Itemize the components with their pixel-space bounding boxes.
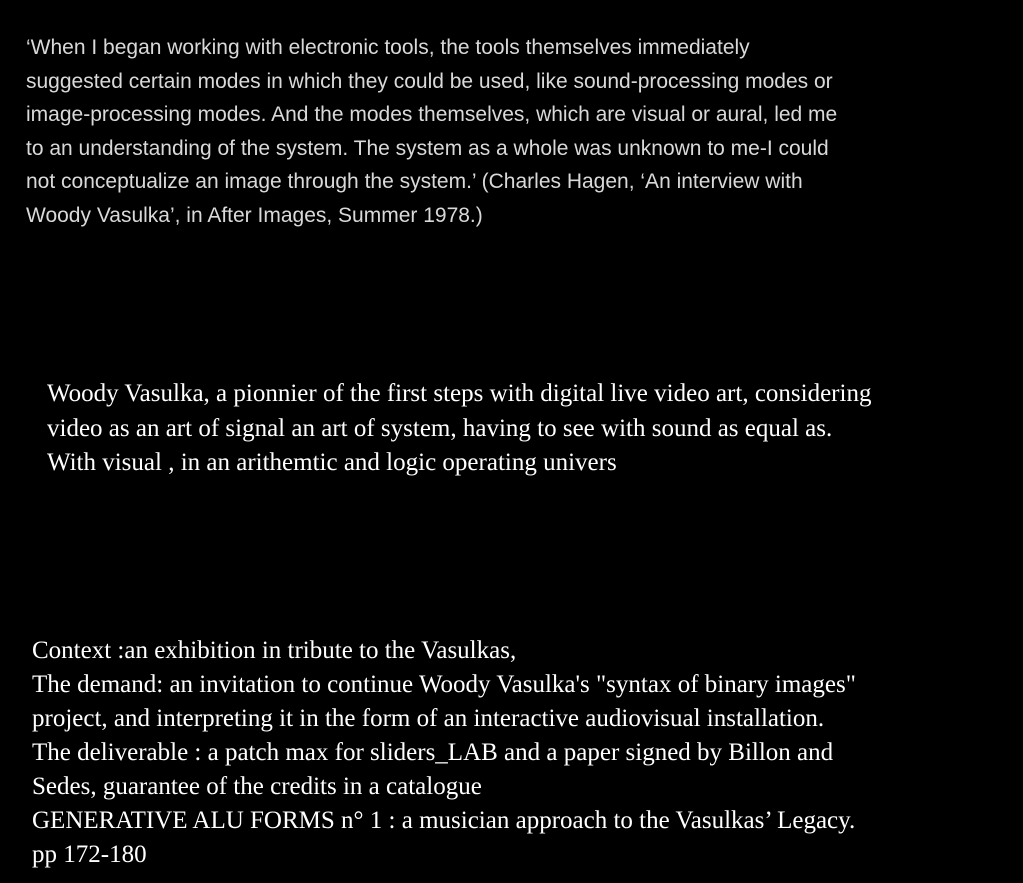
- deliverable-line: The deliverable : a patch max for sliders_LAB and a paper signed by Billon and: [32, 739, 834, 766]
- page-range-line: pp 172-180: [32, 841, 147, 868]
- context-line: Context :an exhibition in tribute to the Vasulkas,: [32, 637, 517, 664]
- deliverable-line: Sedes, guarantee of the credits in a catalogue: [32, 773, 482, 800]
- intro-paragraph: [47, 377, 1017, 481]
- quote-line: Woody Vasulka’, in After Images, Summer 1978.): [26, 203, 483, 227]
- context-paragraph: [32, 634, 1012, 872]
- quote-line: ‘When I began working with electronic tools, the tools themselves immediately: [26, 36, 750, 59]
- quote-line: suggested certain modes in which they could be used, like sound-processing modes or: [26, 69, 833, 93]
- quote-line: image-processing modes. And the modes themselves, which are visual or aural, led me: [26, 103, 838, 126]
- publication-title-line: GENERATIVE ALU FORMS n° 1 : a musician approach to the Vasulkas’ Legacy.: [32, 807, 856, 834]
- demand-line: project, and interpreting it in the form of an interactive audiovisual installation.: [32, 705, 825, 732]
- intro-line: With visual , in an arithemtic and logic operating univers: [47, 449, 617, 476]
- intro-line: Woody Vasulka, a pionnier of the first steps with digital live video art, considering: [47, 380, 872, 407]
- quote-block: [26, 31, 1006, 232]
- intro-line: video as an art of signal an art of system, having to see with sound as equal as.: [47, 414, 833, 442]
- quote-line: to an understanding of the system. The system as a whole was unknown to me-I could: [26, 136, 829, 160]
- demand-line: The demand: an invitation to continue Woody Vasulka's "syntax of binary images": [32, 671, 856, 698]
- quote-line: not conceptualize an image through the system.’ (Charles Hagen, ‘An interview with: [26, 170, 803, 193]
